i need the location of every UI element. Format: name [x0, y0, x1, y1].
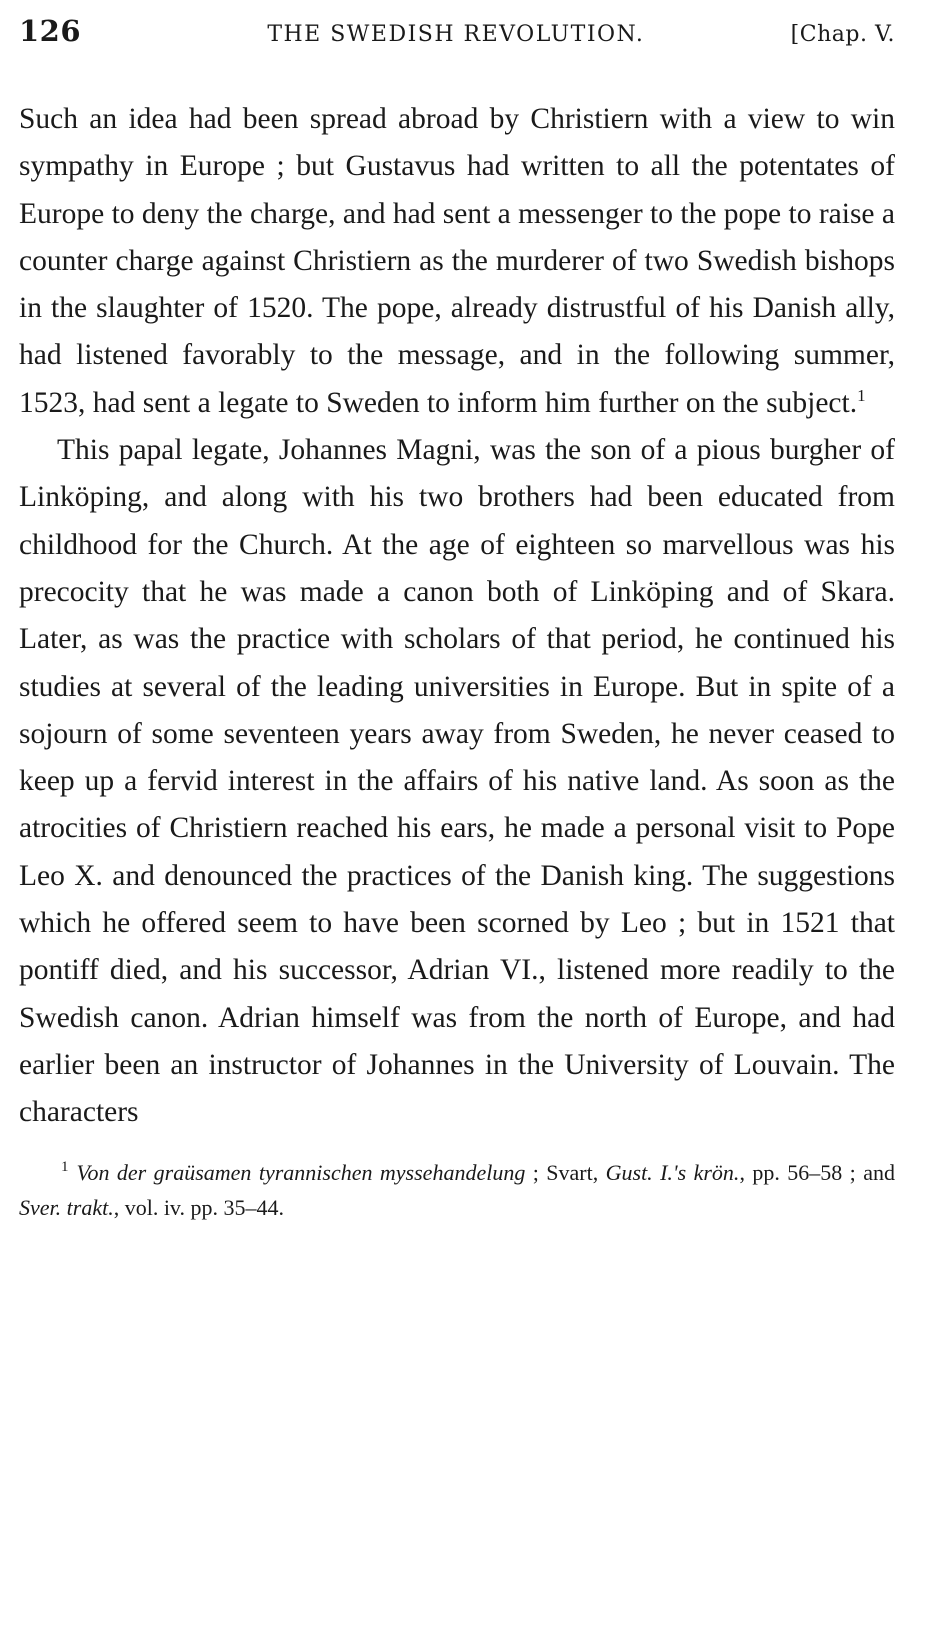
- paragraph-1: [19, 96, 895, 427]
- footnote-pages-2: , vol. iv. pp. 35–44.: [113, 1194, 284, 1220]
- body-text: [19, 96, 895, 1137]
- footnote-sep-1: ; Svart,: [525, 1159, 606, 1185]
- running-title: THE SWEDISH REVOLUTION.: [267, 22, 645, 47]
- page-number: 126: [19, 14, 82, 48]
- footnote-pages-1: , pp. 56–58 ; and: [739, 1159, 895, 1185]
- paragraph-2-text: This papal legate, Johannes Magni, was the son of a pious burgher of Linköping, and along with his two brothers had been educated from childhood for the Church. At the age of eighteen so marvellous was his precocity that he was made a canon both of Linköping and of Skara. Later, as was the practice with scholars of that period, he continued his studies at several of the leading universities in Europe. But in spite of a sojourn of some seventeen years away from Sweden, he never ceased to keep up a fervid interest in the affairs of his native land. As soon as the atrocities of Christiern reached his ears, he made a personal visit to Pope Leo X. and denounced the practices of the Danish king. The suggestions which he offered seem to have been scorned by Leo ; but in 1521 that pontiff died, and his successor, Adrian VI., listened more readily to the Swedish canon. Adrian himself was from the north of Europe, and had earlier been an instructor of Johannes in the University of Louvain. The characters: [19, 434, 895, 1129]
- footnote-source-sver: Sver. trakt.: [19, 1194, 114, 1220]
- paragraph-2: [19, 427, 895, 1136]
- document-page: [19, 14, 895, 1225]
- footnote: [19, 1155, 895, 1225]
- footnote-source-gust: Gust. I.'s krön.: [605, 1159, 740, 1185]
- paragraph-1-text: Such an idea had been spread abroad by Christiern with a view to win sympathy in Europe ; but Gustavus had written to all the potentates of Europe to deny the charge, and had sent a messenger to the pope to raise a counter charge against Christiern as the murderer of two Swedish bishops in the slaughter of 1520. The pope, already distrustful of his Danish ally, had listened favorably to the message, and in the following summer, 1523, had sent a legate to Sweden to inform him further on the subject.: [19, 103, 895, 419]
- running-head: [19, 14, 895, 60]
- footnote-number: 1: [61, 1159, 69, 1176]
- footnote-source-title: Von der graüsamen tyrannischen myssehandelung: [76, 1159, 526, 1185]
- chapter-reference: [Chap. V.: [790, 22, 895, 47]
- footnote-marker[interactable]: 1: [857, 385, 866, 405]
